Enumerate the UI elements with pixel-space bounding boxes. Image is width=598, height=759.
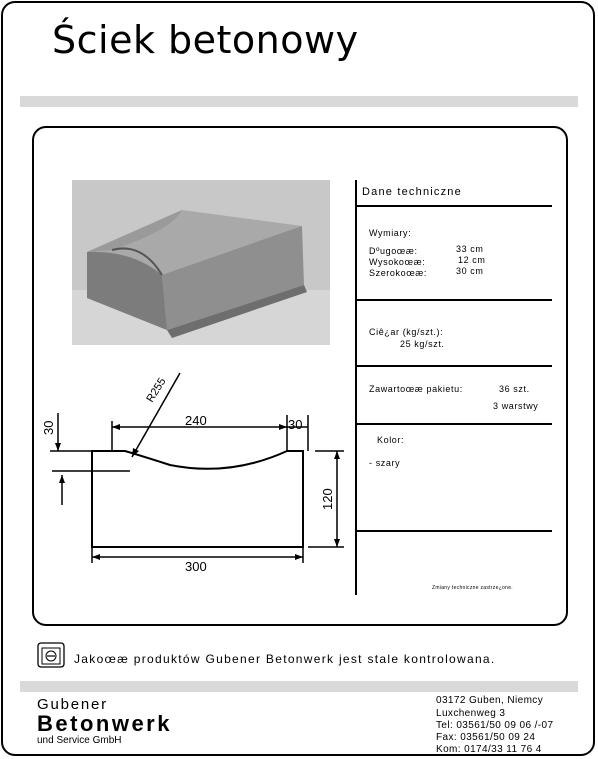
row-divider [355,423,552,425]
color-value: - szary [369,458,401,468]
weight-value: 25 kg/szt. [400,339,445,349]
tech-header: Dane techniczne [362,186,462,198]
width-label: Szerokoœæ: [369,268,428,278]
dimensions-label: Wymiary: [369,228,412,238]
height-label: Wysokoœæ: [369,257,426,267]
quality-seal-icon [36,641,66,669]
address-line: Luxchenweg 3 [436,708,506,719]
concrete-block-image [72,180,330,345]
height-value: 12 cm [458,255,486,265]
length-value: 33 cm [456,244,484,254]
dim-right-flat: 30 [288,417,303,432]
row-divider [355,205,552,207]
address-phone: Tel: 03561/50 09 06 /-07 [436,720,554,731]
dim-height: 120 [320,488,335,510]
dim-radius: R255 [144,375,169,405]
dim-top-width: 240 [185,413,207,428]
address-mobile: Kom: 0174/33 11 76 4 [436,744,542,755]
length-label: Dºugoœæ: [369,246,418,256]
page-title: Ściek betonowy [52,18,359,62]
address-line: 03172 Guben, Niemcy [436,695,544,706]
dim-bottom-width: 300 [185,559,207,574]
bottom-divider-bar [20,681,578,692]
dim-left-depth: 30 [41,420,56,435]
package-layers: 3 warstwy [493,401,539,411]
technical-note: Zmiany techniczne zastrze¿one. [432,585,513,591]
quality-statement: Jakoœæ produktów Gubener Betonwerk jest stale kontrolowana. [74,652,496,666]
weight-label: Ciê¿ar (kg/szt.): [369,327,444,337]
top-divider-bar [20,96,578,107]
row-divider [355,530,552,532]
row-divider [355,299,552,301]
product-photo [72,180,330,345]
company-name-line3: und Service GmbH [37,735,122,746]
width-value: 30 cm [456,266,484,276]
address-fax: Fax: 03561/50 09 24 [436,732,536,743]
package-pieces: 36 szt. [499,384,530,394]
row-divider [355,365,552,367]
color-label: Kolor: [377,435,405,445]
table-divider [355,180,357,595]
company-name-line2: Betonwerk [37,711,172,736]
company-name-line1: Gubener [37,696,108,713]
package-label: Zawartoœæ pakietu: [369,384,463,394]
cross-section-drawing [40,355,350,585]
